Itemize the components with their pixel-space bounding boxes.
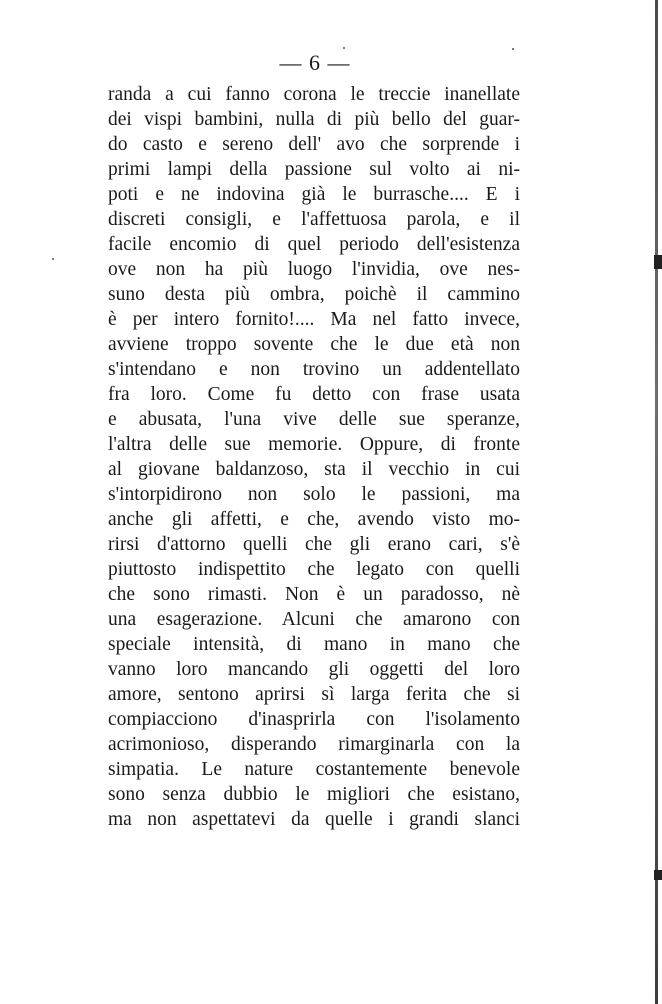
text-line: amore, sentono aprirsi sì larga ferita che si (108, 684, 520, 705)
text-line: s'intendano e non trovino un addentellato (108, 359, 520, 380)
text-line: ove non ha più luogo l'invidia, ove nes- (108, 259, 520, 280)
text-line: avviene troppo sovente che le due età non (108, 334, 520, 355)
text-line: che sono rimasti. Non è un paradosso, nè (108, 584, 520, 605)
text-line: facile encomio di quel periodo dell'esistenza (108, 234, 520, 255)
text-line: dei vispi bambini, nulla di più bello del guar- (108, 109, 520, 130)
page-edge-shadow (655, 0, 658, 1004)
text-line: acrimonioso, disperando rimarginarla con la (108, 734, 520, 755)
text-line: simpatia. Le nature costantemente benevole (108, 759, 520, 780)
text-line: s'intorpidirono non solo le passioni, ma (108, 484, 520, 505)
text-line: l'altra delle sue memorie. Oppure, di fronte (108, 434, 520, 455)
text-line: randa a cui fanno corona le treccie inanellate (108, 84, 520, 105)
text-line: discreti consigli, e l'affettuosa parola, e il (108, 209, 520, 230)
text-line: do casto e sereno dell' avo che sorprende i (108, 134, 520, 155)
text-line: fra loro. Come fu detto con frase usata (108, 384, 520, 405)
text-line: poti e ne indovina già le burrasche.... E i (108, 184, 520, 205)
text-line: sono senza dubbio le migliori che esistano, (108, 784, 520, 805)
body-text (108, 82, 520, 832)
text-line: piuttosto indispettito che legato con quelli (108, 559, 520, 580)
text-line: al giovane baldanzoso, sta il vecchio in cui (108, 459, 520, 480)
speck (343, 47, 345, 49)
page-number: — 6 — (279, 50, 351, 75)
text-line: primi lampi della passione sul volto ai ni- (108, 159, 520, 180)
edge-mark (654, 870, 662, 880)
text-line: rirsi d'attorno quelli che gli erano cari, s'è (108, 534, 520, 555)
text-line: e abusata, l'una vive delle sue speranze, (108, 409, 520, 430)
text-line: vanno loro mancando gli oggetti del loro (108, 659, 520, 680)
text-line: è per intero fornito!.... Ma nel fatto invece, (108, 309, 520, 330)
text-line: anche gli affetti, e che, avendo visto mo- (108, 509, 520, 530)
text-line: compiacciono d'inasprirla con l'isolamento (108, 709, 520, 730)
speck (52, 258, 54, 260)
speck (512, 48, 514, 50)
text-line: suno desta più ombra, poichè il cammino (108, 284, 520, 305)
text-line: ma non aspettatevi da quelle i grandi slanci (108, 809, 520, 830)
text-line: una esagerazione. Alcuni che amarono con (108, 609, 520, 630)
edge-mark (654, 255, 662, 269)
text-line: speciale intensità, di mano in mano che (108, 634, 520, 655)
